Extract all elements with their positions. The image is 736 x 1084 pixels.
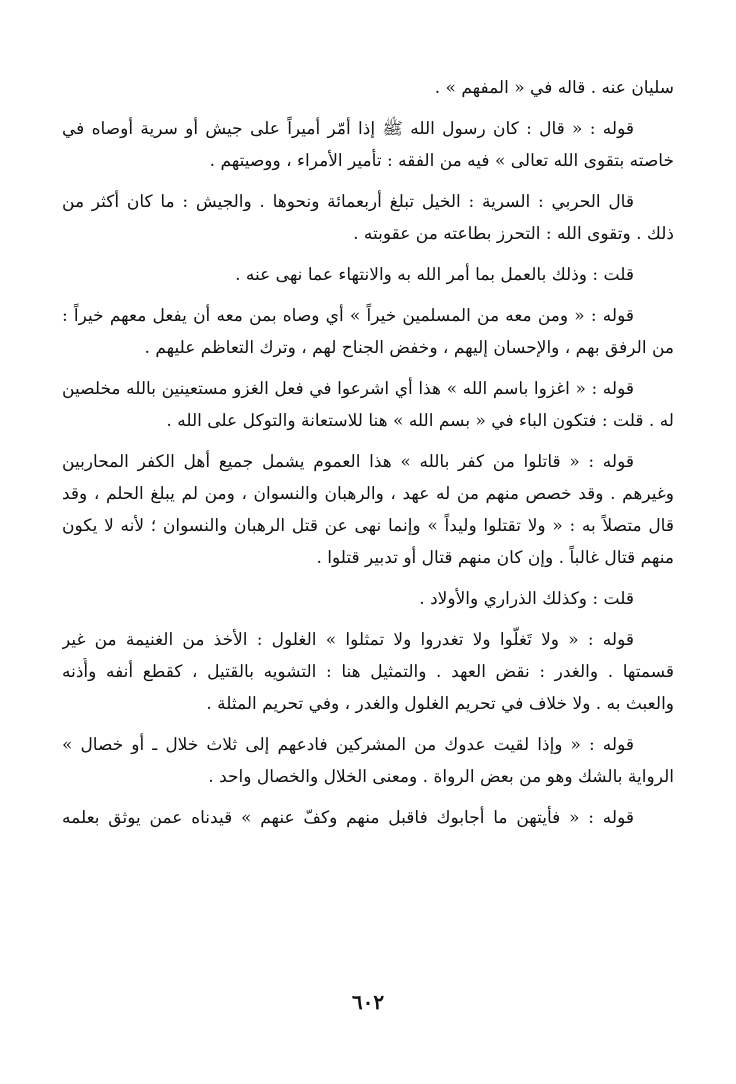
text-line: قال متصلاً به : « ولا تقتلوا وليداً » وإنما نهى عن قتل الرهبان والنسوان ؛ لأنه لا يكون xyxy=(62,516,674,536)
text-line: له . قلت : فتكون الباء في « بسم الله » هنا للاستعانة والتوكل على الله . xyxy=(166,411,674,431)
text-line: من الرفق بهم ، والإحسان إليهم ، وخفض الجناح لهم ، وترك التعاظم عليهم . xyxy=(144,338,674,358)
text-line: قوله : « فأيتهن ما أجابوك فاقبل منهم وكفّ عنهم » قيدناه عمن يوثق بعلمه xyxy=(62,808,634,828)
text-line: قال الحربي : السرية : الخيل تبلغ أربعمائة ونحوها . والجيش : ما كان أكثر من xyxy=(62,192,634,212)
page-text xyxy=(62,74,674,836)
text-line: قسمتها . والغدر : نقض العهد . والتمثيل هنا : التشويه بالقتيل ، كقطع أنفه وأُذنه xyxy=(62,662,674,682)
text-line: وغيرهم . وقد خصص منهم من له عهد ، والرهبان والنسوان ، ومن لم يبلغ الحلم ، وقد xyxy=(62,484,674,504)
text-line: قوله : « قال : كان رسول الله ﷺ إذا أمّر أميراً على جيش أو سرية أوصاه في xyxy=(62,119,634,139)
text-line: قوله : « ومن معه من المسلمين خيراً » أي وصاه بمن معه أن يفعل معهم خيراً : xyxy=(62,306,634,326)
text-line: والعبث به . ولا خلاف في تحريم الغلول والغدر ، وفي تحريم المثلة . xyxy=(206,694,674,714)
text-line: منهم قتال غالباً . وإن كان منهم قتال أو تدبير قتلوا . xyxy=(316,548,674,568)
text-line: قوله : « ولا تَغلّوا ولا تغدروا ولا تمثلوا » الغلول : الأخذ من الغنيمة من غير xyxy=(62,630,634,650)
text-line: قوله : « قاتلوا من كفر بالله » هذا العموم يشمل جميع أهل الكفر المحاربين xyxy=(62,452,634,472)
text-line: خاصته بتقوى الله تعالى » فيه من الفقه : تأمير الأمراء ، ووصيتهم . xyxy=(209,151,674,171)
text-line: الرواية بالشك وهو من بعض الرواة . ومعنى الخلال والخصال واحد . xyxy=(208,767,674,787)
text-line: قوله : « وإذا لقيت عدوك من المشركين فادعهم إلى ثلاث خلال ـ أو خصال » xyxy=(62,735,634,755)
text-line: قوله : « اغزوا باسم الله » هذا أي اشرعوا في فعل الغزو مستعينين بالله مخلصين xyxy=(62,379,634,399)
text-line: قلت : وكذلك الذراري والأولاد . xyxy=(419,589,634,609)
text-line: قلت : وذلك بالعمل بما أمر الله به والانتهاء عما نهى عنه . xyxy=(235,265,634,285)
page-number: ٦٠٢ xyxy=(351,990,385,1014)
text-line: سليان عنه . قاله في « المفهم » . xyxy=(434,78,674,98)
text-line: ذلك . وتقوى الله : التحرز بطاعته من عقوبته . xyxy=(353,224,674,244)
